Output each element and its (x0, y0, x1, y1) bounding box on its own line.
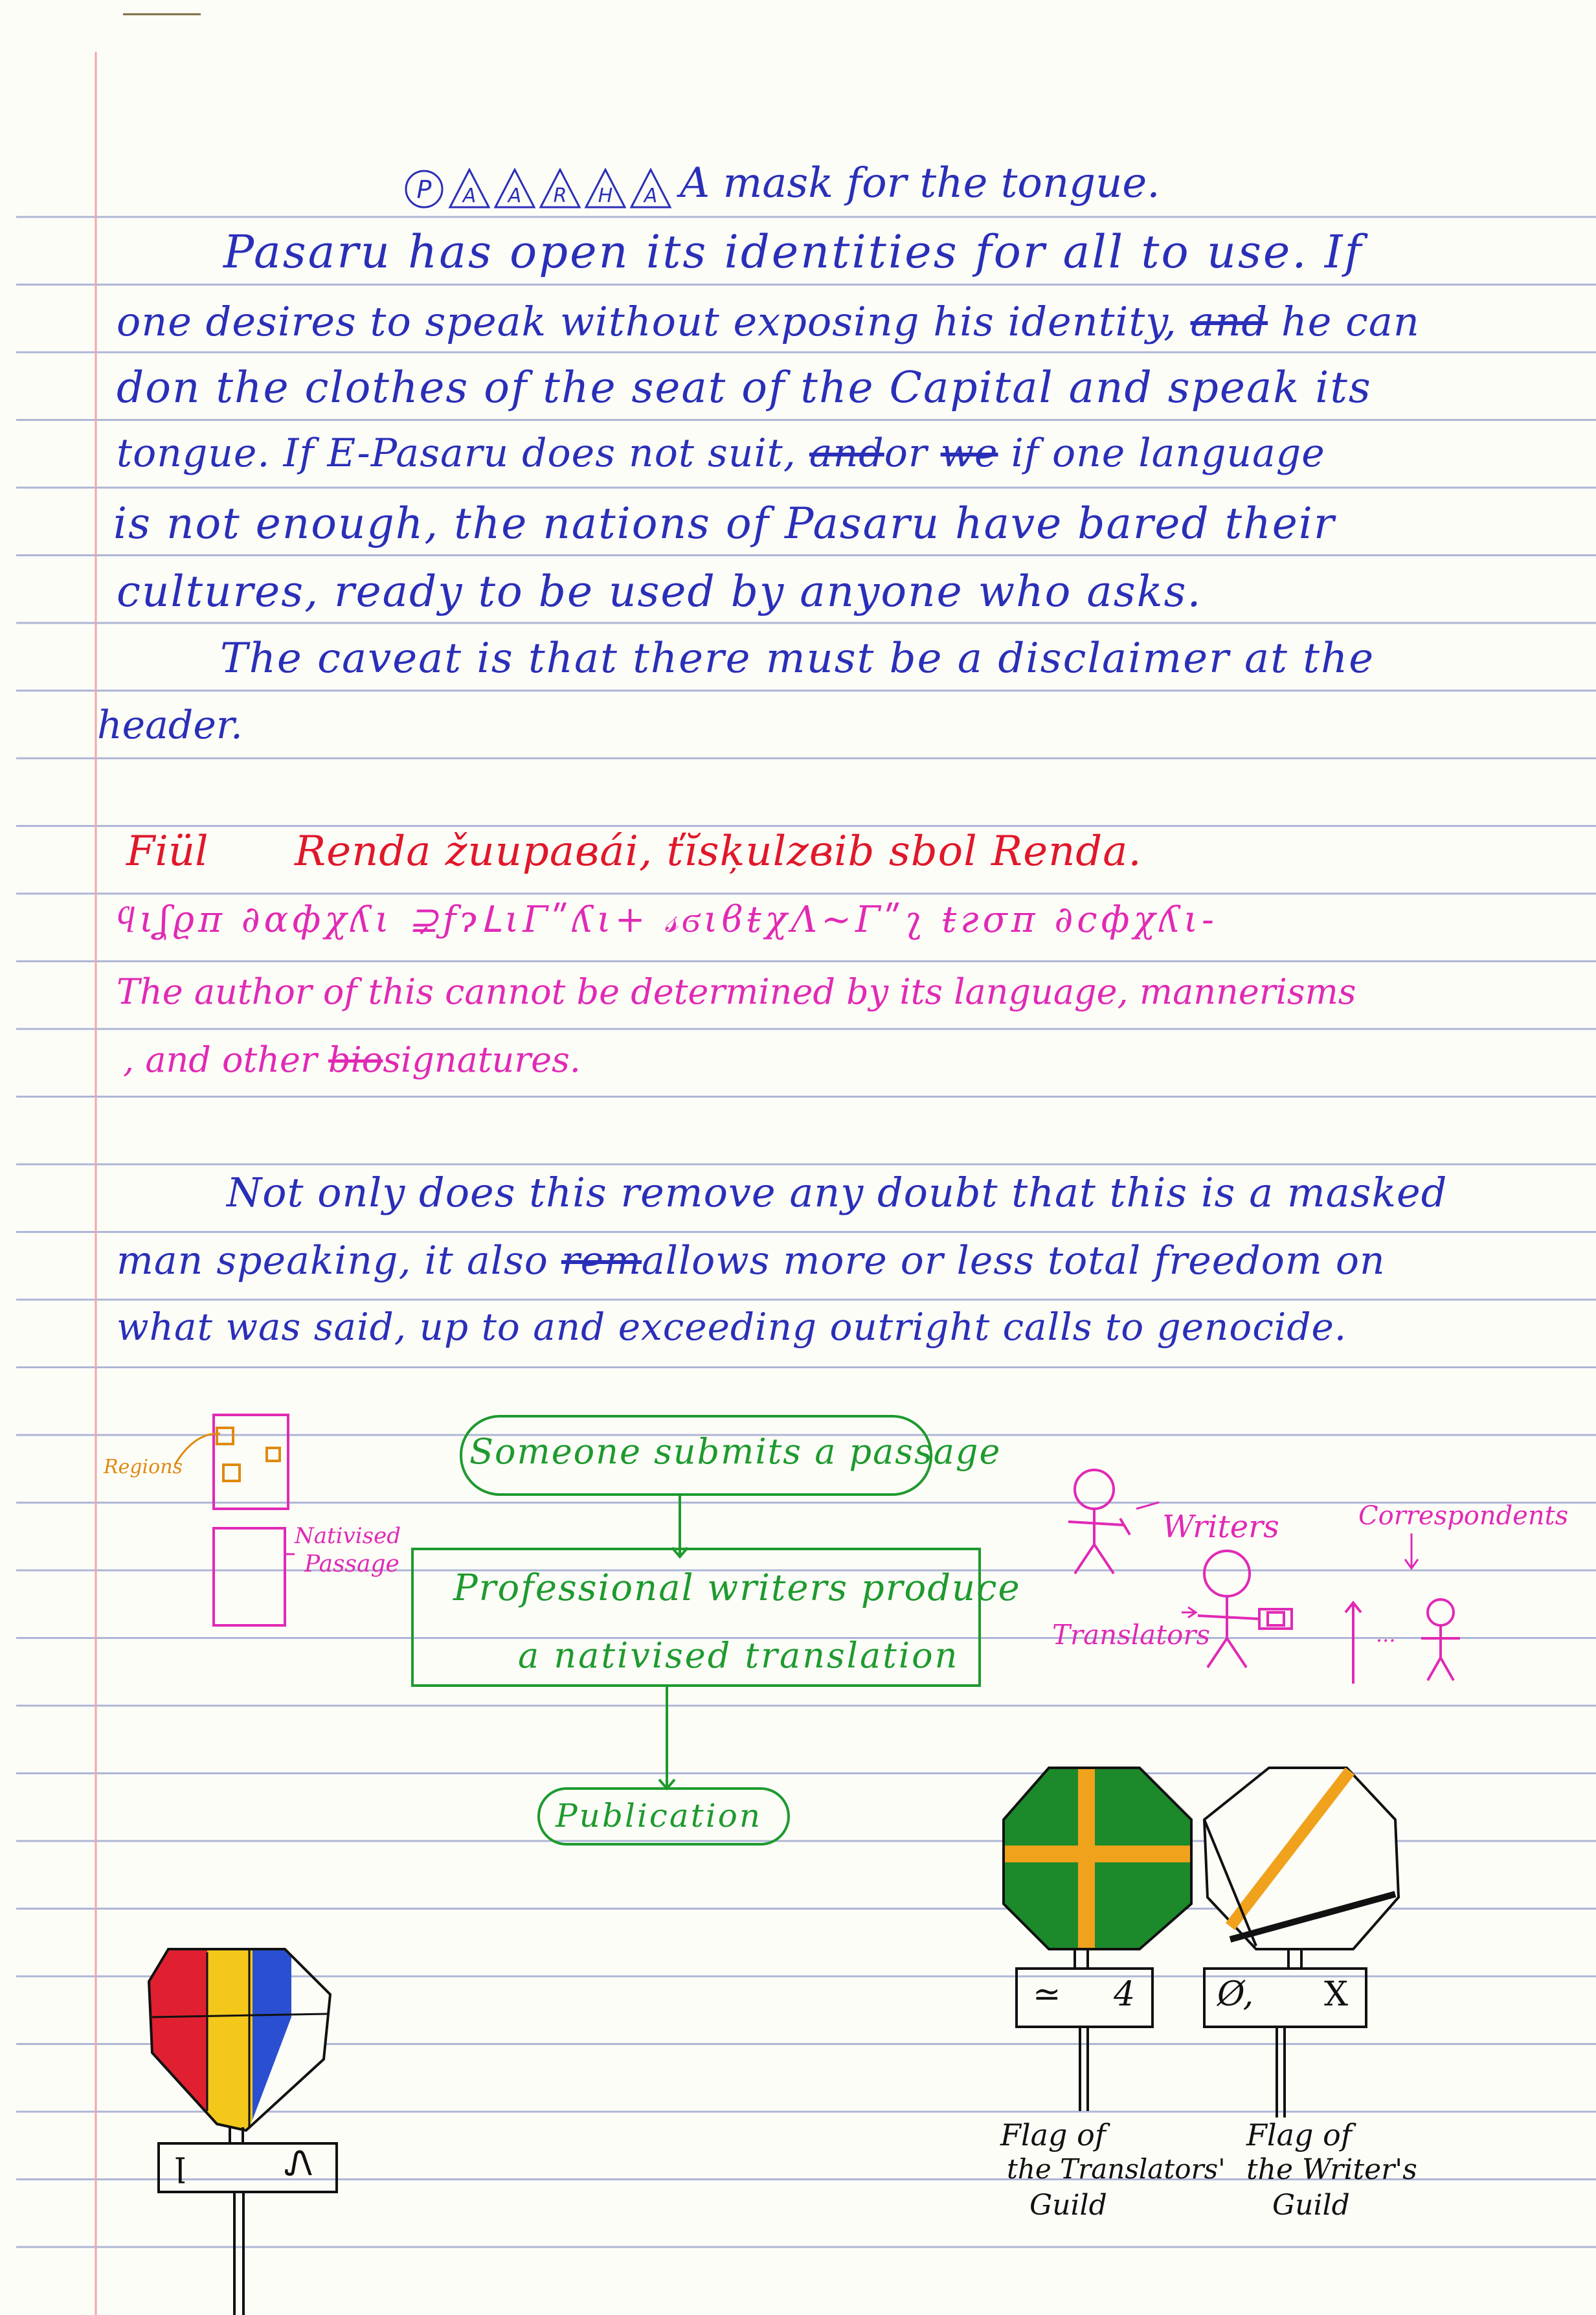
paragraph-1-line: Pasaru has open its identities for all to use. If (223, 225, 1364, 278)
paragraph-3-line: what was said, up to and exceeding outright calls to genocide. (117, 1305, 1347, 1349)
paragraph-1-word: or (884, 431, 928, 476)
paragraph-1-line-end: he can (1281, 298, 1420, 345)
writers-flag-caption: the Writer's (1246, 2153, 1417, 2186)
paragraph-1-line (117, 298, 1420, 345)
translators-label: Translators (1052, 1619, 1211, 1651)
badge-letter-5: H (598, 185, 613, 207)
title-text: A mask for the tongue. (680, 159, 1160, 207)
disclaimer-line: Renda žuupaвái, ťĭsķulzвib sbol Renda. (295, 828, 1142, 875)
paragraph-3-line (117, 1238, 1386, 1283)
paragraph-2-line: The caveat is that there must be a disclaimer at the (220, 635, 1375, 683)
struck-word: rem (561, 1238, 642, 1283)
correspondents-label: Correspondents (1358, 1501, 1569, 1531)
disclaimer-translation-end: signatures. (383, 1039, 581, 1080)
ellipsis-label: ... (1376, 1622, 1396, 1647)
nativised-label-2: Passage (304, 1551, 399, 1577)
paragraph-1-line: is not enough, the nations of Pasaru have bared their (113, 499, 1336, 548)
paragraph-1-line (117, 431, 1325, 476)
writers-flag-sign-glyph: X (1324, 1975, 1349, 2014)
badge-letter-2: A (462, 185, 477, 207)
writers-flag-caption: Guild (1272, 2189, 1350, 2222)
translators-flag-caption: the Translators' (1007, 2153, 1226, 2185)
translators-flag-caption: Guild (1029, 2189, 1107, 2222)
paragraph-1-line: don the clothes of the seat of the Capital and speak its (117, 363, 1372, 412)
writers-label: Writers (1162, 1509, 1279, 1545)
flow-step-produce-label-2: a nativised translation (518, 1635, 960, 1676)
title-badges (395, 155, 680, 214)
disclaimer-translation-line: The author of this cannot be determined by its language, mannerisms (117, 971, 1356, 1012)
writers-flag-caption: Flag of (1246, 2117, 1352, 2152)
flow-step-produce-label-1: Professional writers produce (453, 1567, 1021, 1609)
left-flag-sign-glyph: Ꮑ (285, 2145, 313, 2184)
regions-label: Regions (104, 1456, 183, 1478)
paragraph-1-line: cultures, ready to be used by anyone who asks. (117, 567, 1202, 616)
translators-flag-sign-glyph: ≃ (1033, 1975, 1061, 2014)
left-flag-sign-glyph: ꞁ (175, 2145, 186, 2184)
paragraph-1-line-text: tongue. If E-Pasaru does not suit, (117, 431, 796, 476)
struck-word: bio (328, 1039, 383, 1080)
paragraph-3-line: Not only does this remove any doubt that this is a masked (227, 1169, 1448, 1216)
struck-word: we (940, 431, 998, 476)
badge-letter-4: R (553, 185, 567, 207)
disclaimer-translation-text: , and other (123, 1039, 317, 1080)
struck-word: and (1190, 298, 1268, 345)
paragraph-1-line-end: if one language (1011, 431, 1325, 476)
badge-letter-6: A (644, 185, 658, 207)
badge-letter-1: P (416, 175, 432, 204)
flow-step-submit-label: Someone submits a passage (469, 1431, 1002, 1472)
disclaimer-translation-line (123, 1039, 581, 1080)
translators-flag-sign-glyph: 4 (1114, 1975, 1136, 2014)
paragraph-3-line-start: man speaking, it (117, 1238, 454, 1283)
nativised-label: Nativised (295, 1523, 401, 1549)
paragraph-2-line: header. (97, 703, 243, 748)
writers-flag-sign-glyph: Ø, (1217, 1975, 1254, 2014)
translators-flag-caption: Flag of (1000, 2117, 1106, 2152)
flow-step-publication-label: Publication (556, 1797, 763, 1835)
disclaimer-label: Fiül (126, 828, 208, 875)
disclaimer-script-line: ϥιʆϱπ ∂ɑфχʎι ⊋ƒɂᒪιΓʺʎι+ 𝓈ϭιϐŧχɅ∼Γʺʅ ŧгσπ ∂ϲфχʎι- (117, 899, 1218, 941)
badge-letter-3: A (508, 185, 522, 207)
paragraph-3-line-text: also (466, 1238, 548, 1283)
struck-word: and (809, 431, 884, 476)
paragraph-3-line-end: allows more or less total freedom on (642, 1238, 1386, 1283)
paragraph-1-line-text: one desires to speak without exposing his identity, (117, 298, 1177, 345)
